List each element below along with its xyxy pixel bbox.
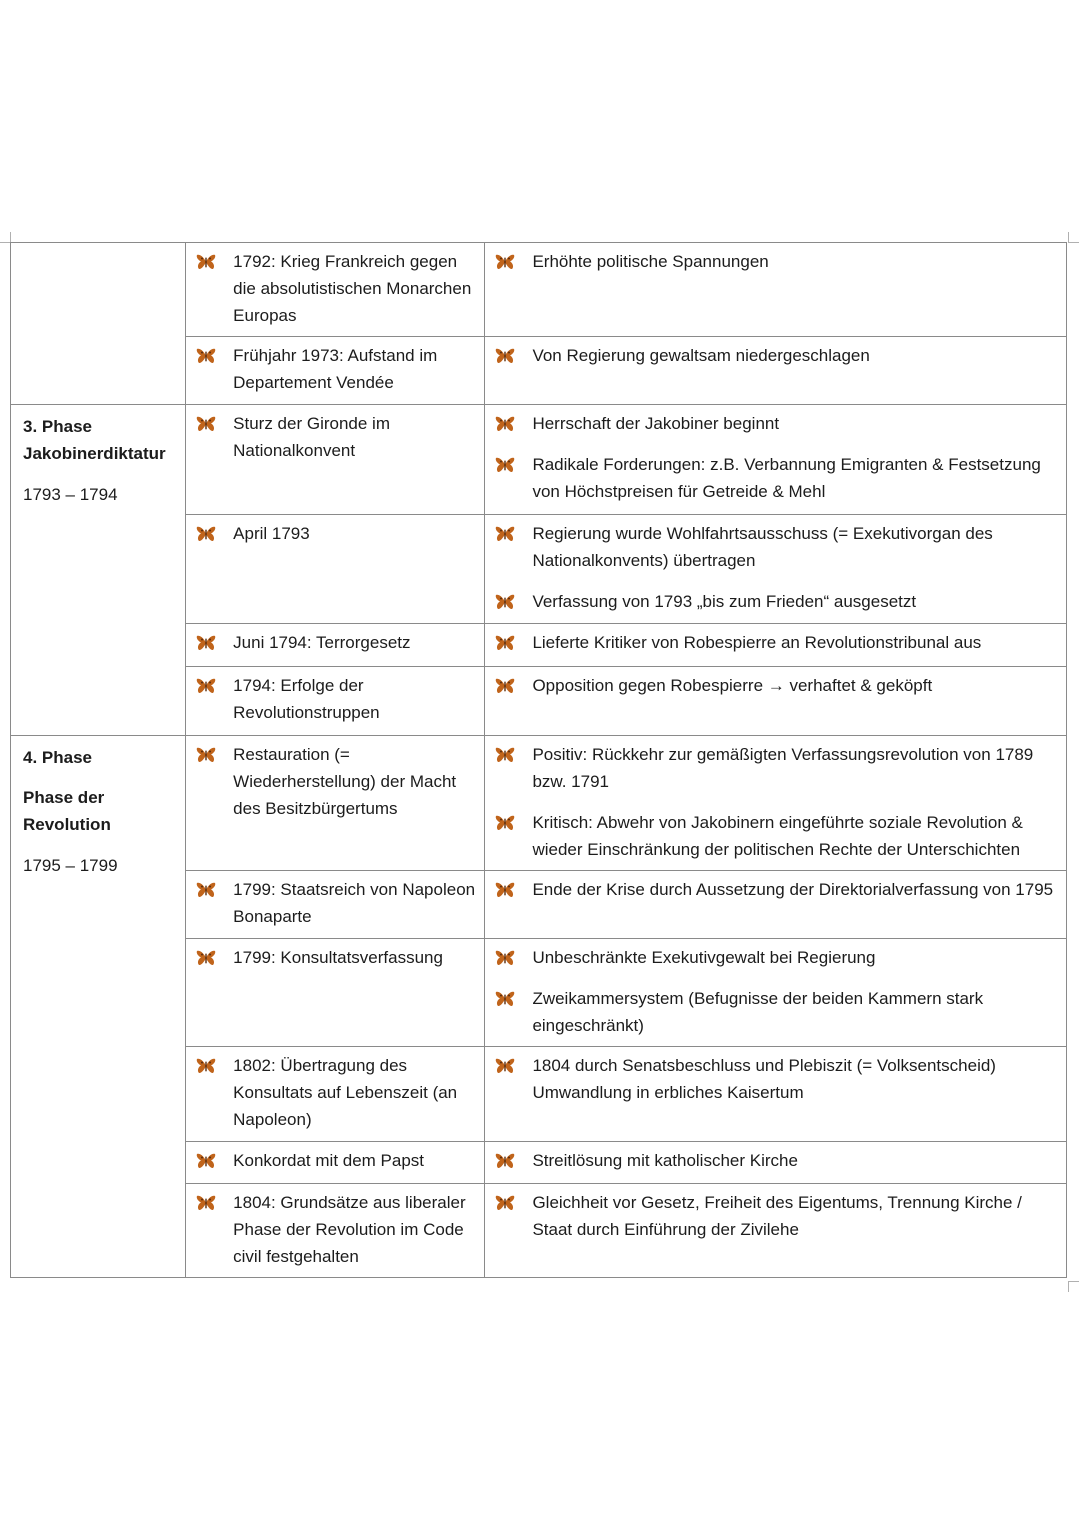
effect-text: Lieferte Kritiker von Robespierre an Revolutionstribunal aus [532, 633, 982, 652]
butterfly-icon [196, 629, 220, 656]
effect-text: Ende der Krise durch Aussetzung der Direktorialverfassung von 1795 [532, 880, 1054, 899]
event-cell [186, 939, 485, 1047]
effect-text: Radikale Forderungen: z.B. Verbannung Emigranten & Festsetzung von Höchstpreisen für Getreide & Mehl [532, 455, 1041, 501]
list-item [495, 1052, 1058, 1106]
list-item [495, 520, 1058, 574]
butterfly-icon [495, 1189, 519, 1216]
list-item [495, 672, 1058, 699]
effect-text: Opposition gegen Robespierre → verhaftet & geköpft [532, 676, 933, 695]
butterfly-icon [495, 451, 519, 478]
list-item [495, 1189, 1058, 1243]
event-text: 1804: Grundsätze aus liberaler Phase der Revolution im Code civil festgehalten [233, 1193, 466, 1266]
phase-dates: 1793 – 1794 [23, 485, 118, 504]
event-text: Frühjahr 1973: Aufstand im Departement Vendée [233, 346, 438, 392]
list-item [196, 944, 476, 971]
butterfly-icon [495, 629, 519, 656]
effect-text: Gleichheit vor Gesetz, Freiheit des Eigentums, Trennung Kirche / Staat durch Einführung der Zivilehe [532, 1193, 1022, 1239]
butterfly-icon [495, 410, 519, 437]
effect-cell [485, 1184, 1067, 1278]
revolution-phases-table [10, 242, 1067, 1278]
effect-cell [485, 405, 1067, 515]
butterfly-icon [196, 944, 220, 971]
butterfly-icon [495, 741, 519, 768]
effect-cell [485, 515, 1067, 624]
event-cell [186, 515, 485, 624]
list-item [196, 876, 476, 930]
butterfly-icon [495, 1147, 519, 1174]
list-item [196, 342, 476, 396]
list-item [196, 1189, 476, 1270]
event-cell [186, 1047, 485, 1142]
effect-text: Zweikammersystem (Befugnisse der beiden Kammern stark eingeschränkt) [532, 989, 984, 1035]
effect-cell [485, 736, 1067, 871]
event-cell [186, 1184, 485, 1278]
event-text: Sturz der Gironde im Nationalkonvent [233, 414, 390, 460]
butterfly-icon [196, 410, 220, 437]
list-item [196, 741, 476, 822]
list-item [495, 985, 1058, 1039]
list-item [495, 248, 1058, 275]
event-text: April 1793 [233, 524, 310, 543]
table-row [11, 243, 1067, 337]
list-item [495, 629, 1058, 656]
event-text: 1799: Konsultatsverfassung [233, 948, 443, 967]
butterfly-icon [495, 1052, 519, 1079]
list-item [196, 248, 476, 329]
list-item [495, 410, 1058, 437]
list-item [495, 741, 1058, 795]
list-item [495, 809, 1058, 863]
butterfly-icon [495, 809, 519, 836]
event-text: 1799: Staatsreich von Napoleon Bonaparte [233, 880, 476, 926]
list-item [495, 876, 1058, 903]
page-corner-mark-top-right [1068, 232, 1079, 243]
effect-cell [485, 337, 1067, 405]
butterfly-icon [495, 342, 519, 369]
list-item [495, 588, 1058, 615]
event-cell [186, 405, 485, 515]
event-text: 1794: Erfolge der Revolutionstruppen [233, 676, 380, 722]
event-cell [186, 1142, 485, 1184]
effect-text: Herrschaft der Jakobiner beginnt [532, 414, 780, 433]
effect-cell [485, 939, 1067, 1047]
table-row [11, 736, 1067, 871]
event-cell [186, 736, 485, 871]
butterfly-icon [495, 588, 519, 615]
effect-text: 1804 durch Senatsbeschluss und Plebiszit (= Volksentscheid) Umwandlung in erbliches Kaisertum [532, 1056, 996, 1102]
list-item [196, 1147, 476, 1174]
event-cell [186, 243, 485, 337]
list-item [196, 410, 476, 464]
butterfly-icon [196, 1052, 220, 1079]
list-item [196, 629, 476, 656]
effect-text: Kritisch: Abwehr von Jakobinern eingeführte soziale Revolution & wieder Einschränkung der politischen Rechte der Unterschichten [532, 813, 1023, 859]
butterfly-icon [196, 248, 220, 275]
phase-number: 4. Phase [23, 748, 92, 767]
butterfly-icon [196, 741, 220, 768]
butterfly-icon [196, 1147, 220, 1174]
event-text: Konkordat mit dem Papst [233, 1151, 425, 1170]
butterfly-icon [196, 876, 220, 903]
phase-name: Phase der Revolution [23, 788, 111, 834]
effect-text: Verfassung von 1793 „bis zum Frieden“ ausgesetzt [532, 592, 917, 611]
event-text: 1792: Krieg Frankreich gegen die absolutistischen Monarchen Europas [233, 252, 472, 325]
butterfly-icon [196, 520, 220, 547]
list-item [495, 451, 1058, 505]
event-text: Restauration (= Wiederherstellung) der Macht des Besitzbürgertums [233, 745, 457, 818]
event-cell [186, 337, 485, 405]
effect-text: Unbeschränkte Exekutivgewalt bei Regierung [532, 948, 876, 967]
list-item [495, 944, 1058, 971]
butterfly-icon [495, 248, 519, 275]
event-cell [186, 667, 485, 736]
butterfly-icon [196, 672, 220, 699]
phase-dates: 1795 – 1799 [23, 856, 118, 875]
effect-text: Von Regierung gewaltsam niedergeschlagen [532, 346, 870, 365]
list-item [196, 1052, 476, 1133]
butterfly-icon [196, 342, 220, 369]
effect-cell [485, 624, 1067, 667]
phase-name: Jakobinerdiktatur [23, 444, 166, 463]
event-text: Juni 1794: Terrorgesetz [233, 633, 411, 652]
event-cell [186, 871, 485, 939]
phase-cell [11, 405, 186, 736]
effect-text: Erhöhte politische Spannungen [532, 252, 769, 271]
butterfly-icon [495, 876, 519, 903]
effect-text: Regierung wurde Wohlfahrtsausschuss (= Exekutivorgan des Nationalkonvents) übertragen [532, 524, 993, 570]
effect-cell [485, 1047, 1067, 1142]
effect-cell [485, 1142, 1067, 1184]
phase-number: 3. Phase [23, 417, 92, 436]
phase-cell-empty [11, 243, 186, 405]
butterfly-icon [495, 672, 519, 699]
butterfly-icon [495, 944, 519, 971]
effect-text: Streitlösung mit katholischer Kirche [532, 1151, 798, 1170]
butterfly-icon [495, 520, 519, 547]
list-item [495, 1147, 1058, 1174]
effect-cell [485, 871, 1067, 939]
list-item [495, 342, 1058, 369]
event-text: 1802: Übertragung des Konsultats auf Lebenszeit (an Napoleon) [233, 1056, 458, 1129]
butterfly-icon [495, 985, 519, 1012]
table-row [11, 405, 1067, 515]
effect-cell [485, 667, 1067, 736]
event-cell [186, 624, 485, 667]
list-item [196, 520, 476, 547]
effect-cell [485, 243, 1067, 337]
list-item [196, 672, 476, 726]
page-corner-mark-bottom-right [1068, 1281, 1079, 1292]
butterfly-icon [196, 1189, 220, 1216]
phase-cell [11, 736, 186, 1278]
effect-text: Positiv: Rückkehr zur gemäßigten Verfassungsrevolution von 1789 bzw. 1791 [532, 745, 1034, 791]
